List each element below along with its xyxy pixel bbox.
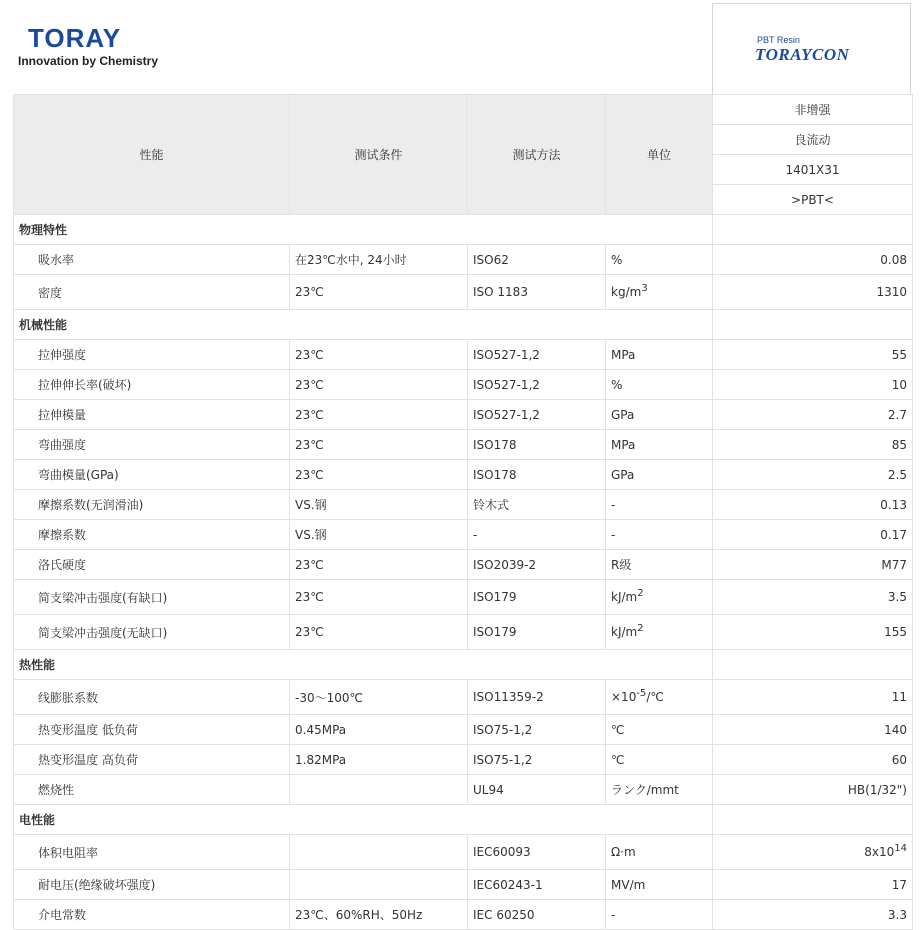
condition-cell-text: 23℃ bbox=[295, 437, 324, 452]
property-cell-text: 洛氏硬度 bbox=[38, 558, 87, 572]
unit-cell-text: % bbox=[611, 252, 623, 267]
property-cell-text: 线膨胀系数 bbox=[38, 690, 99, 705]
grade-material: >PBT< bbox=[713, 185, 913, 215]
method-cell-text: ISO75-1,2 bbox=[473, 752, 533, 767]
value-cell bbox=[713, 900, 913, 930]
header-condition: 测试条件 bbox=[290, 95, 468, 215]
value-cell-text: 55 bbox=[891, 347, 907, 362]
unit-cell bbox=[606, 430, 713, 460]
method-cell-text: ISO75-1,2 bbox=[473, 722, 533, 737]
value-cell-text: 0.17 bbox=[880, 527, 907, 542]
condition-cell-text: 23℃、60%RH、50Hz bbox=[295, 908, 423, 922]
unit-cell bbox=[606, 835, 713, 870]
unit-cell-text: Ω·m bbox=[611, 845, 636, 859]
section-header bbox=[14, 650, 913, 680]
section-title: 物理特性 bbox=[14, 215, 713, 245]
condition-cell bbox=[290, 775, 468, 805]
table-row bbox=[14, 835, 913, 870]
unit-cell bbox=[606, 870, 713, 900]
value-cell bbox=[713, 835, 913, 870]
property-cell bbox=[14, 900, 290, 930]
property-cell bbox=[14, 615, 290, 650]
condition-cell bbox=[290, 550, 468, 580]
property-cell bbox=[14, 490, 290, 520]
unit-cell-text: GPa bbox=[611, 467, 635, 482]
unit-superscript: -5 bbox=[636, 688, 647, 699]
unit-cell-text: ℃ bbox=[611, 752, 625, 767]
value-cell bbox=[713, 870, 913, 900]
unit-cell-text: MPa bbox=[611, 437, 636, 452]
unit-cell bbox=[606, 900, 713, 930]
condition-cell bbox=[290, 460, 468, 490]
unit-cell bbox=[606, 245, 713, 275]
unit-cell bbox=[606, 745, 713, 775]
toray-slogan: Innovation by Chemistry bbox=[18, 54, 159, 68]
method-cell bbox=[468, 275, 606, 310]
value-cell-text: 1310 bbox=[876, 285, 907, 299]
unit-cell bbox=[606, 275, 713, 310]
section-title: 热性能 bbox=[14, 650, 713, 680]
method-cell-text: 铃木式 bbox=[473, 498, 510, 512]
condition-cell-text: 23℃ bbox=[295, 557, 324, 572]
table-row bbox=[14, 715, 913, 745]
condition-cell bbox=[290, 430, 468, 460]
table-row bbox=[14, 580, 913, 615]
table-row bbox=[14, 490, 913, 520]
unit-cell bbox=[606, 400, 713, 430]
table-row bbox=[14, 430, 913, 460]
property-cell bbox=[14, 550, 290, 580]
value-cell-text: 8x10 bbox=[864, 845, 895, 859]
property-cell-text: 简支梁冲击强度(有缺口) bbox=[38, 590, 168, 605]
condition-cell-text: 23℃ bbox=[295, 347, 324, 362]
condition-cell-text: 23℃ bbox=[295, 467, 324, 482]
unit-suffix: /℃ bbox=[646, 690, 664, 704]
table-row bbox=[14, 520, 913, 550]
method-cell bbox=[468, 245, 606, 275]
method-cell-text: UL94 bbox=[473, 782, 504, 797]
value-superscript: 14 bbox=[894, 843, 907, 854]
condition-cell bbox=[290, 715, 468, 745]
value-cell bbox=[713, 550, 913, 580]
value-cell-text: M77 bbox=[881, 557, 907, 572]
property-cell bbox=[14, 460, 290, 490]
unit-superscript: 3 bbox=[641, 283, 648, 294]
value-cell bbox=[713, 715, 913, 745]
value-cell-text: 17 bbox=[891, 877, 907, 892]
toray-logo bbox=[18, 24, 238, 74]
method-cell-text: ISO527-1,2 bbox=[473, 377, 540, 392]
value-cell-text: 2.7 bbox=[887, 407, 907, 422]
value-cell bbox=[713, 340, 913, 370]
unit-cell-text: - bbox=[611, 527, 616, 542]
table-row bbox=[14, 245, 913, 275]
method-cell bbox=[468, 430, 606, 460]
condition-cell-text: 在23℃水中, 24小时 bbox=[295, 253, 407, 267]
method-cell-text: ISO 1183 bbox=[473, 285, 528, 299]
property-cell-text: 拉伸伸长率(破坏) bbox=[38, 378, 132, 392]
method-cell bbox=[468, 340, 606, 370]
section-title: 机械性能 bbox=[14, 310, 713, 340]
table-row bbox=[14, 900, 913, 930]
value-cell-text: 0.08 bbox=[880, 252, 907, 267]
property-cell bbox=[14, 835, 290, 870]
section-header bbox=[14, 310, 913, 340]
toraycon-logo: TORAYCON bbox=[755, 45, 850, 64]
method-cell-text: IEC60093 bbox=[473, 845, 531, 859]
condition-cell bbox=[290, 340, 468, 370]
unit-cell-text: ×10 bbox=[611, 690, 637, 704]
value-cell bbox=[713, 245, 913, 275]
value-cell bbox=[713, 400, 913, 430]
unit-cell bbox=[606, 460, 713, 490]
condition-cell bbox=[290, 900, 468, 930]
property-cell-text: 摩擦系数(无润滑油) bbox=[38, 498, 144, 512]
grade-type: 非增强 bbox=[713, 95, 913, 125]
unit-cell-text: - bbox=[611, 907, 616, 922]
condition-cell-text: VS.钢 bbox=[295, 498, 327, 512]
value-cell-text: 60 bbox=[891, 752, 907, 767]
table-row bbox=[14, 340, 913, 370]
header-method: 测试方法 bbox=[468, 95, 606, 215]
header-row bbox=[14, 95, 913, 125]
method-cell-text: ISO62 bbox=[473, 252, 509, 267]
condition-cell bbox=[290, 835, 468, 870]
unit-superscript: 2 bbox=[637, 588, 644, 599]
condition-cell bbox=[290, 490, 468, 520]
unit-superscript: 2 bbox=[637, 623, 644, 634]
property-cell bbox=[14, 775, 290, 805]
unit-cell-text: ランク/mmt bbox=[611, 783, 679, 797]
section-value-spacer bbox=[713, 215, 913, 245]
property-cell-text: 密度 bbox=[38, 285, 63, 300]
property-cell-text: 燃烧性 bbox=[38, 783, 75, 797]
method-cell-text: ISO178 bbox=[473, 437, 517, 452]
method-cell bbox=[468, 745, 606, 775]
value-cell bbox=[713, 615, 913, 650]
unit-cell-text: MPa bbox=[611, 347, 636, 362]
property-cell bbox=[14, 400, 290, 430]
value-cell bbox=[713, 775, 913, 805]
method-cell-text: ISO527-1,2 bbox=[473, 407, 540, 422]
condition-cell bbox=[290, 400, 468, 430]
value-cell-text: HB(1/32") bbox=[847, 782, 907, 797]
table-row bbox=[14, 460, 913, 490]
section-value-spacer bbox=[713, 805, 913, 835]
property-cell bbox=[14, 715, 290, 745]
value-cell-text: 11 bbox=[891, 690, 907, 704]
property-cell bbox=[14, 370, 290, 400]
condition-cell bbox=[290, 275, 468, 310]
value-cell bbox=[713, 460, 913, 490]
section-header bbox=[14, 215, 913, 245]
unit-cell-text: kJ/m bbox=[611, 590, 638, 604]
table-row bbox=[14, 775, 913, 805]
unit-cell bbox=[606, 615, 713, 650]
method-cell-text: ISO179 bbox=[473, 625, 517, 639]
property-cell bbox=[14, 340, 290, 370]
condition-cell-text: -30～100℃ bbox=[295, 690, 363, 705]
unit-cell-text: ℃ bbox=[611, 722, 625, 737]
property-cell-text: 弯曲模量(GPa) bbox=[38, 468, 119, 482]
table-row bbox=[14, 745, 913, 775]
unit-cell-text: kg/m bbox=[611, 285, 642, 299]
condition-cell bbox=[290, 615, 468, 650]
section-value-spacer bbox=[713, 650, 913, 680]
method-cell bbox=[468, 490, 606, 520]
property-cell bbox=[14, 580, 290, 615]
unit-cell bbox=[606, 370, 713, 400]
method-cell bbox=[468, 870, 606, 900]
property-cell-text: 拉伸强度 bbox=[38, 348, 87, 362]
value-cell bbox=[713, 430, 913, 460]
condition-cell-text: 23℃ bbox=[295, 377, 324, 392]
property-cell-text: 吸水率 bbox=[38, 253, 75, 267]
property-cell-text: 摩擦系数 bbox=[38, 528, 87, 542]
property-cell bbox=[14, 430, 290, 460]
property-cell bbox=[14, 275, 290, 310]
method-cell bbox=[468, 615, 606, 650]
method-cell bbox=[468, 715, 606, 745]
unit-cell bbox=[606, 550, 713, 580]
unit-cell bbox=[606, 775, 713, 805]
section-value-spacer bbox=[713, 310, 913, 340]
condition-cell bbox=[290, 370, 468, 400]
header-property: 性能 bbox=[14, 95, 290, 215]
condition-cell bbox=[290, 870, 468, 900]
property-cell bbox=[14, 870, 290, 900]
method-cell bbox=[468, 370, 606, 400]
method-cell-text: - bbox=[473, 527, 478, 542]
spec-table bbox=[13, 94, 913, 930]
method-cell bbox=[468, 580, 606, 615]
value-cell bbox=[713, 275, 913, 310]
value-cell-text: 2.5 bbox=[887, 467, 907, 482]
method-cell bbox=[468, 835, 606, 870]
condition-cell bbox=[290, 680, 468, 715]
condition-cell-text: 23℃ bbox=[295, 285, 324, 299]
table-row bbox=[14, 370, 913, 400]
property-cell bbox=[14, 245, 290, 275]
product-logo-cell bbox=[712, 3, 911, 95]
method-cell bbox=[468, 680, 606, 715]
product-category: PBT Resin bbox=[757, 35, 800, 45]
condition-cell bbox=[290, 580, 468, 615]
value-cell bbox=[713, 680, 913, 715]
unit-cell-text: R级 bbox=[611, 558, 632, 572]
condition-cell-text: 23℃ bbox=[295, 625, 324, 639]
table-row bbox=[14, 275, 913, 310]
unit-cell-text: % bbox=[611, 377, 623, 392]
method-cell-text: IEC60243-1 bbox=[473, 877, 543, 892]
property-cell-text: 热变形温度 低负荷 bbox=[38, 723, 138, 737]
unit-cell bbox=[606, 680, 713, 715]
value-cell-text: 155 bbox=[884, 625, 907, 639]
method-cell bbox=[468, 900, 606, 930]
unit-cell-text: GPa bbox=[611, 407, 635, 422]
method-cell bbox=[468, 400, 606, 430]
unit-cell bbox=[606, 715, 713, 745]
condition-cell-text: 23℃ bbox=[295, 590, 324, 604]
condition-cell bbox=[290, 745, 468, 775]
method-cell-text: ISO179 bbox=[473, 590, 517, 604]
method-cell bbox=[468, 520, 606, 550]
method-cell-text: ISO11359-2 bbox=[473, 690, 544, 704]
unit-cell bbox=[606, 490, 713, 520]
unit-cell-text: kJ/m bbox=[611, 625, 638, 639]
property-cell bbox=[14, 745, 290, 775]
grade-flow: 良流动 bbox=[713, 125, 913, 155]
value-cell-text: 0.13 bbox=[880, 497, 907, 512]
value-cell-text: 3.5 bbox=[887, 590, 907, 604]
property-cell-text: 弯曲强度 bbox=[38, 438, 87, 452]
property-cell-text: 介电常数 bbox=[38, 908, 87, 922]
value-cell bbox=[713, 745, 913, 775]
property-cell-text: 拉伸模量 bbox=[38, 408, 87, 422]
condition-cell bbox=[290, 520, 468, 550]
condition-cell-text: 23℃ bbox=[295, 407, 324, 422]
value-cell-text: 3.3 bbox=[887, 907, 907, 922]
property-cell-text: 耐电压(绝缘破坏强度) bbox=[38, 878, 156, 892]
unit-cell bbox=[606, 580, 713, 615]
table-row bbox=[14, 615, 913, 650]
condition-cell-text: 1.82MPa bbox=[295, 752, 347, 767]
value-cell bbox=[713, 370, 913, 400]
unit-cell bbox=[606, 340, 713, 370]
property-cell-text: 体积电阻率 bbox=[38, 845, 99, 860]
section-header bbox=[14, 805, 913, 835]
grade-code: 1401X31 bbox=[713, 155, 913, 185]
method-cell bbox=[468, 550, 606, 580]
value-cell bbox=[713, 490, 913, 520]
value-cell bbox=[713, 520, 913, 550]
property-cell bbox=[14, 520, 290, 550]
value-cell-text: 140 bbox=[884, 722, 907, 737]
method-cell bbox=[468, 775, 606, 805]
unit-cell bbox=[606, 520, 713, 550]
condition-cell-text: VS.钢 bbox=[295, 528, 327, 542]
table-row bbox=[14, 870, 913, 900]
section-title: 电性能 bbox=[14, 805, 713, 835]
table-row bbox=[14, 550, 913, 580]
method-cell-text: IEC 60250 bbox=[473, 907, 535, 922]
condition-cell-text: 0.45MPa bbox=[295, 722, 347, 737]
value-cell-text: 85 bbox=[891, 437, 907, 452]
value-cell-text: 10 bbox=[891, 377, 907, 392]
method-cell-text: ISO178 bbox=[473, 467, 517, 482]
unit-cell-text: MV/m bbox=[611, 877, 646, 892]
method-cell bbox=[468, 460, 606, 490]
property-cell-text: 热变形温度 高负荷 bbox=[38, 753, 138, 767]
header-unit: 单位 bbox=[606, 95, 713, 215]
table-row bbox=[14, 680, 913, 715]
method-cell-text: ISO2039-2 bbox=[473, 557, 537, 572]
method-cell-text: ISO527-1,2 bbox=[473, 347, 540, 362]
property-cell-text: 简支梁冲击强度(无缺口) bbox=[38, 625, 168, 640]
unit-cell-text: - bbox=[611, 497, 616, 512]
condition-cell bbox=[290, 245, 468, 275]
property-cell bbox=[14, 680, 290, 715]
table-row bbox=[14, 400, 913, 430]
value-cell bbox=[713, 580, 913, 615]
toray-wordmark: TORAY bbox=[28, 23, 122, 53]
